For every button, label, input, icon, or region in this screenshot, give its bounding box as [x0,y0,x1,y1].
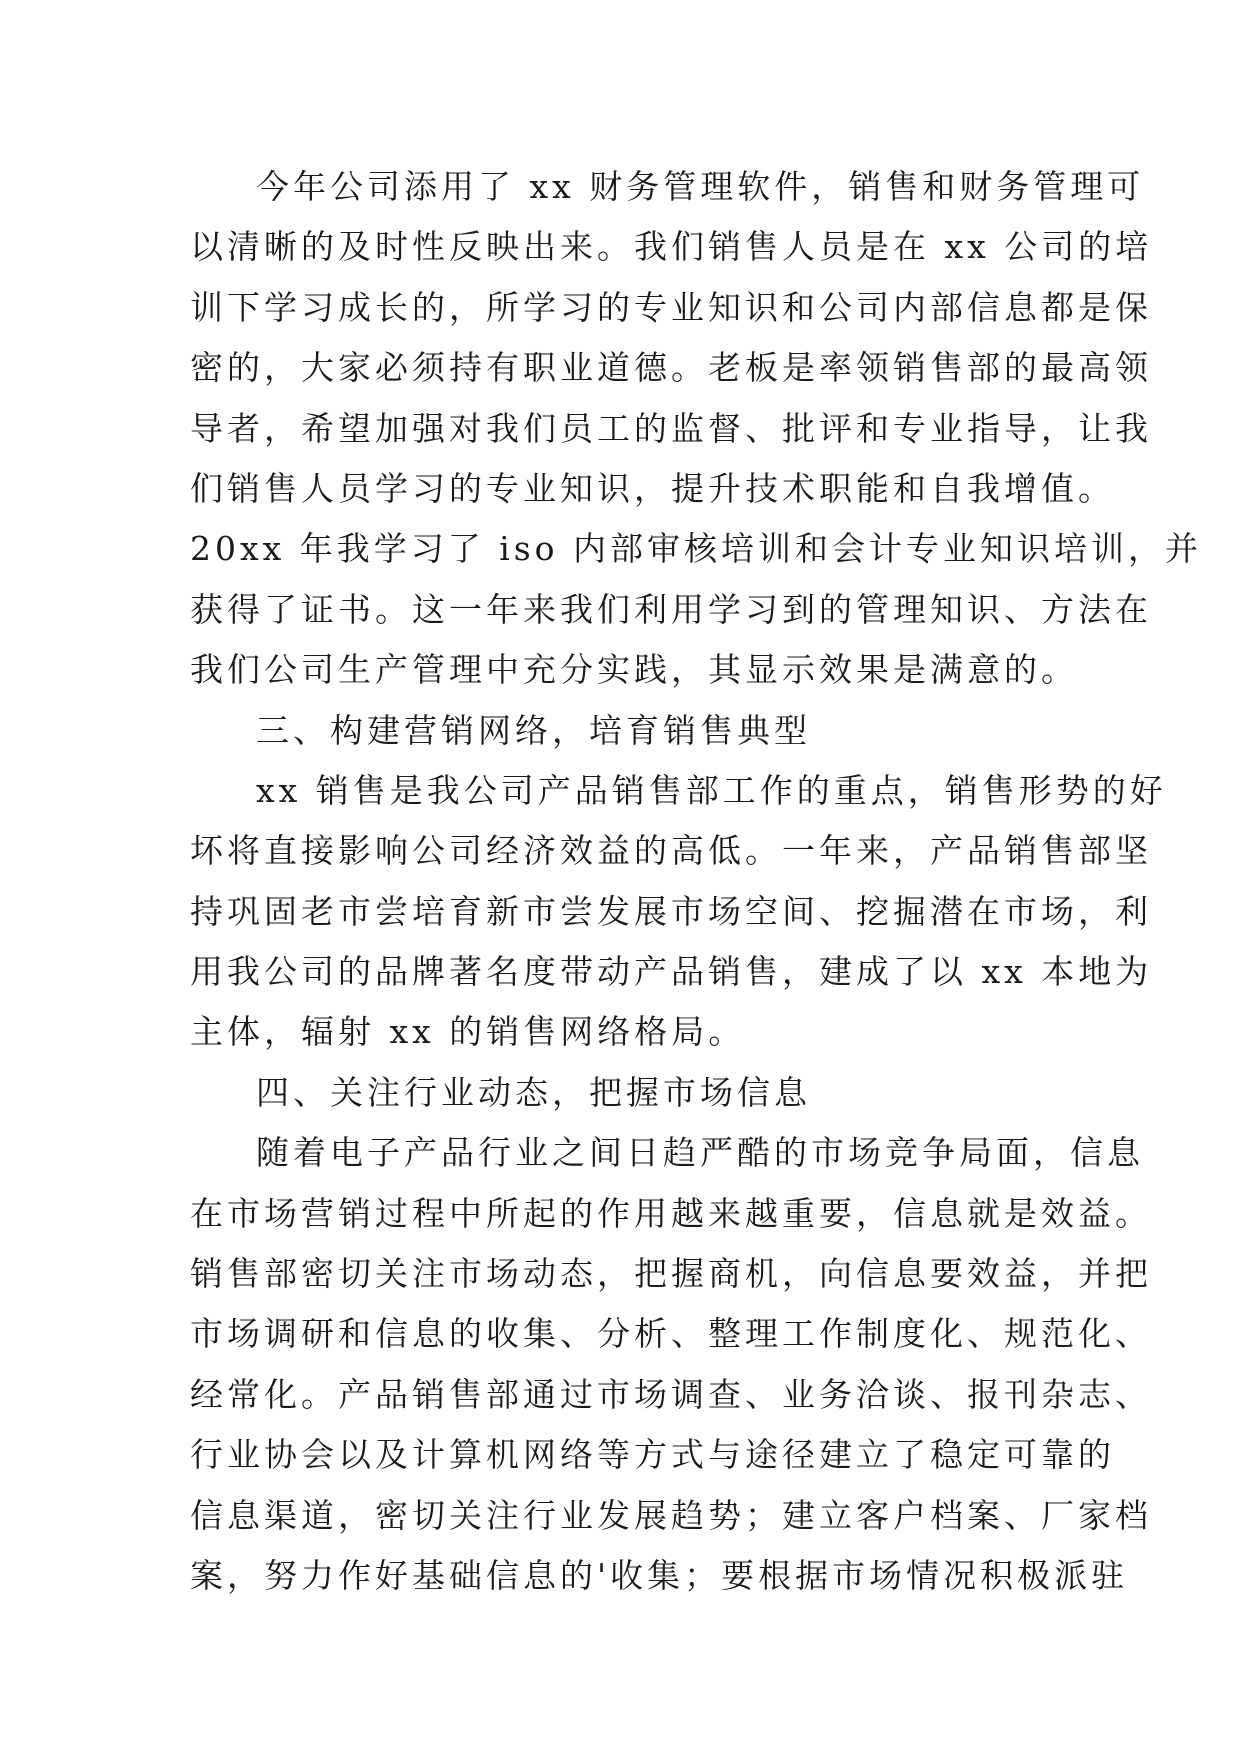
text-line: 获得了证书。这一年来我们利用学习到的管理知识、方法在 [190,589,1152,629]
section-heading: 三、构建营销网络，培育销售典型 [256,710,811,750]
text-line: 们销售人员学习的专业知识，提升技术职能和自我增值。 [190,468,1115,508]
text-line: 销售部密切关注市场动态，把握商机，向信息要效益，并把 [190,1254,1152,1294]
text-line: 今年公司添用了 xx 财务管理软件，销售和财务管理可 [256,167,1145,206]
document-body [190,157,1203,1606]
text-line: 以清晰的及时性反映出来。我们销售人员是在 xx 公司的培 [190,227,1153,267]
text-line: xx 销售是我公司产品销售部工作的重点，销售形势的好 [256,770,1167,810]
text-line: 持巩固老市尝培育新市尝发展市场空间、挖掘潜在市场，利 [190,891,1152,931]
text-line: 我们公司生产管理中充分实践，其显示效果是满意的。 [190,650,1078,690]
text-line: 信息渠道，密切关注行业发展趋势；建立客户档案、厂家档 [190,1495,1152,1535]
text-line: 随着电子产品行业之间日趋严酷的市场竞争局面，信息 [256,1133,1144,1173]
text-line: 经常化。产品销售部通过市场调查、业务洽谈、报刊杂志、 [190,1374,1152,1414]
text-line: 20xx 年我学习了 iso 内部审核培训和会计专业知识培训，并 [190,529,1203,569]
text-line: 在市场营销过程中所起的作用越来越重要，信息就是效益。 [190,1193,1152,1233]
text-line: 密的，大家必须持有职业道德。老板是率领销售部的最高领 [190,348,1152,388]
text-line: 主体，辐射 xx 的销售网络格局。 [190,1012,746,1052]
text-line: 市场调研和信息的收集、分析、整理工作制度化、规范化、 [190,1314,1152,1354]
text-line: 训下学习成长的，所学习的专业知识和公司内部信息都是保 [190,287,1152,327]
text-line: 用我公司的品牌著名度带动产品销售，建成了以 xx 本地为 [190,952,1153,992]
text-line: 案，努力作好基础信息的'收集；要根据市场情况积极派驻 [190,1555,1129,1595]
text-line: 导者，希望加强对我们员工的监督、批评和专业指导，让我 [190,408,1152,448]
text-line: 坏将直接影响公司经济效益的高低。一年来，产品销售部坚 [190,831,1152,871]
text-line: 行业协会以及计算机网络等方式与途径建立了稳定可靠的 [190,1435,1115,1475]
section-heading: 四、关注行业动态，把握市场信息 [256,1072,811,1112]
